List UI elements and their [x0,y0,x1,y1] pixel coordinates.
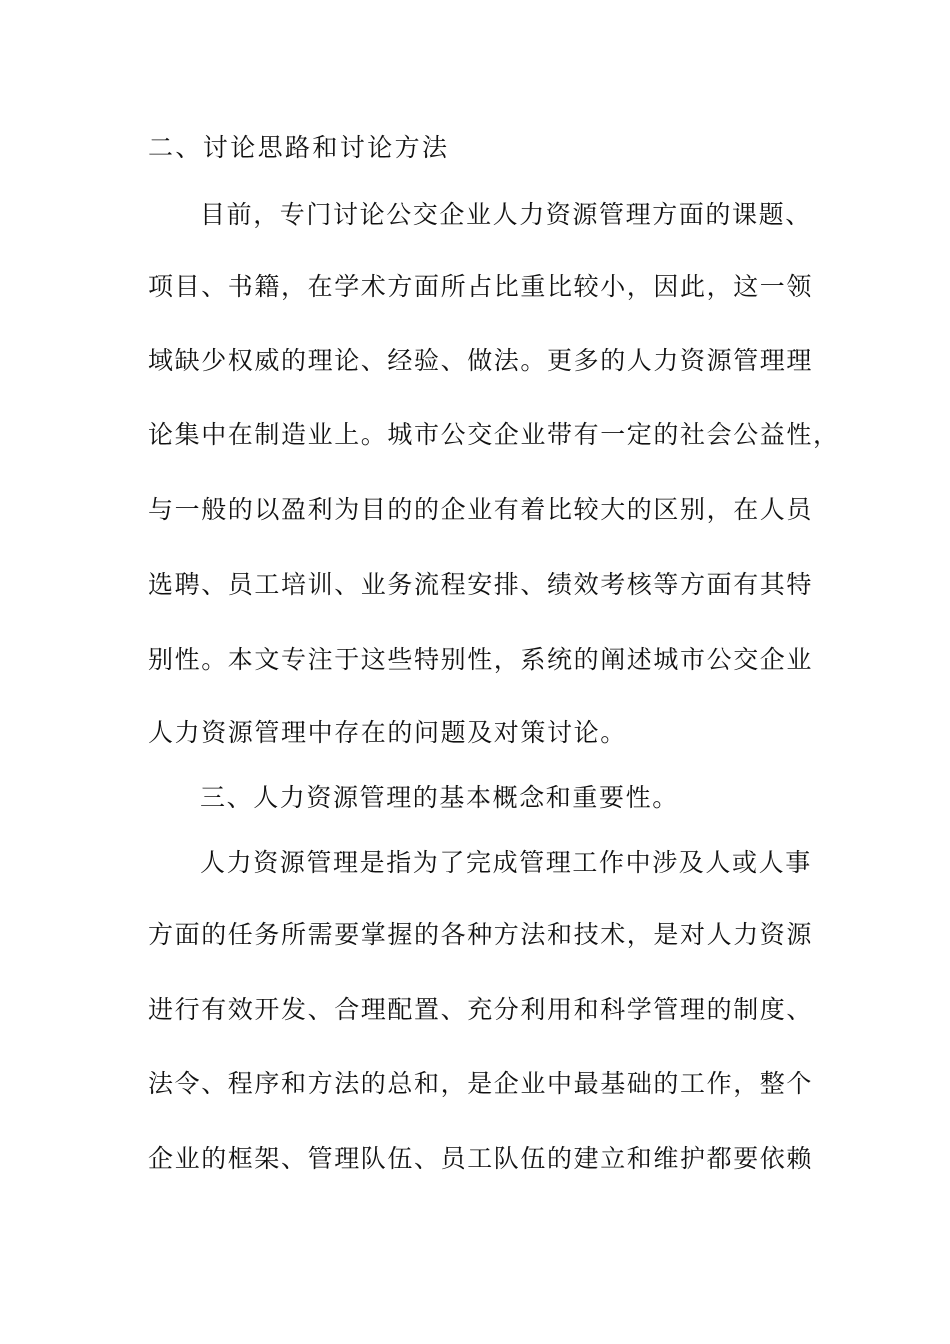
paragraph-line: 法令、程序和方法的总和，是企业中最基础的工作，整个 [148,1069,814,1098]
paragraph-line: 方面的任务所需要掌握的各种方法和技术，是对人力资源 [148,920,814,949]
paragraph-line: 企业的框架、管理队伍、员工队伍的建立和维护都要依赖 [148,1144,814,1173]
paragraph-line: 与一般的以盈利为目的的企业有着比较大的区别，在人员 [148,495,814,524]
paragraph-line: 目前，专门讨论公交企业人力资源管理方面的课题、 [200,200,812,229]
paragraph-line: 域缺少权威的理论、经验、做法。更多的人力资源管理理 [148,346,814,375]
paragraph-line: 论集中在制造业上。城市公交企业带有一定的社会公益性， [148,420,840,449]
paragraph-line: 项目、书籍，在学术方面所占比重比较小，因此，这一领 [148,272,814,301]
paragraph-line: 人力资源管理是指为了完成管理工作中涉及人或人事 [200,848,812,877]
section-heading-2: 二、讨论思路和讨论方法 [148,133,450,162]
paragraph-line: 进行有效开发、合理配置、充分利用和科学管理的制度、 [148,995,814,1024]
paragraph-line: 选聘、员工培训、业务流程安排、绩效考核等方面有其特 [148,570,814,599]
paragraph-line: 别性。本文专注于这些特别性，系统的阐述城市公交企业 [148,645,814,674]
paragraph-line: 人力资源管理中存在的问题及对策讨论。 [148,718,627,747]
section-heading-3: 三、人力资源管理的基本概念和重要性。 [200,783,679,812]
